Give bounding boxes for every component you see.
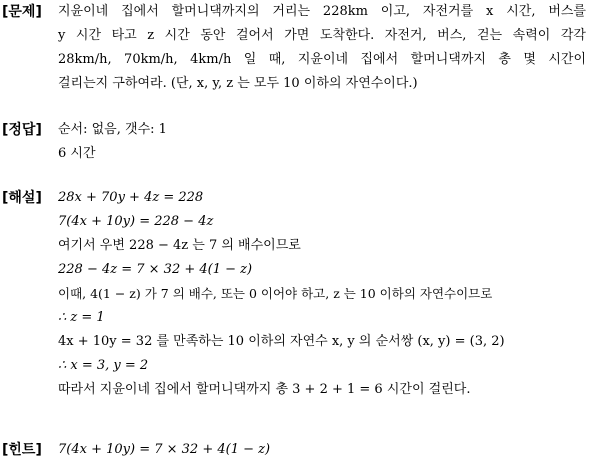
solution-line: 4x + 10y = 32 를 만족하는 10 이하의 자연수 x, y 의 순서쌍 (x, y) = (3, 2) [58, 334, 505, 349]
answer-body [58, 118, 586, 166]
problem-line: 지윤이네 집에서 할머니댁까지의 거리는 228km 이고, 자전거를 x 시간, 버스를 [58, 4, 586, 19]
solution-line: 여기서 우변 228 − 4z 는 7 의 배수이므로 [58, 238, 301, 253]
solution-line: 228 − 4z = 7 × 32 + 4(1 − z) [58, 262, 253, 277]
problem-line: 걸리는지 구하여라. (단, x, y, z 는 모두 10 이하의 자연수이다.) [58, 76, 418, 91]
problem-label: [문제] [2, 4, 42, 20]
answer-label: [정답] [2, 122, 42, 138]
problem-line: y 시간 타고 z 시간 동안 걸어서 가면 도착한다. 자전거, 버스, 걷는 속력이 각각 [58, 28, 586, 43]
solution-line: 7(4x + 10y) = 228 − 4z [58, 214, 214, 229]
problem-line: 28km/h, 70km/h, 4km/h 일 때, 지윤이네 집에서 할머니댁까지 총 몇 시간이 [58, 52, 586, 67]
hint-label: [힌트] [2, 442, 42, 458]
problem-body [58, 0, 586, 96]
hint-body [58, 438, 586, 462]
solution-line: ∴ x = 3, y = 2 [58, 358, 149, 373]
solution-line: 28x + 70y + 4z = 228 [58, 190, 204, 205]
solution-line: ∴ z = 1 [58, 310, 105, 325]
hint-line: 7(4x + 10y) = 7 × 32 + 4(1 − z) [58, 442, 271, 457]
solution-line: 이때, 4(1 − z) 가 7 의 배수, 또는 0 이어야 하고, z 는 10 이하의 자연수이므로 [58, 286, 493, 301]
answer-line: 6 시간 [58, 146, 96, 161]
solution-label: [해설] [2, 190, 42, 206]
solution-line: 따라서 지윤이네 집에서 할머니댁까지 총 3 + 2 + 1 = 6 시간이 걸린다. [58, 382, 471, 397]
answer-line: 순서: 없음, 갯수: 1 [58, 122, 167, 137]
solution-body [58, 186, 586, 402]
